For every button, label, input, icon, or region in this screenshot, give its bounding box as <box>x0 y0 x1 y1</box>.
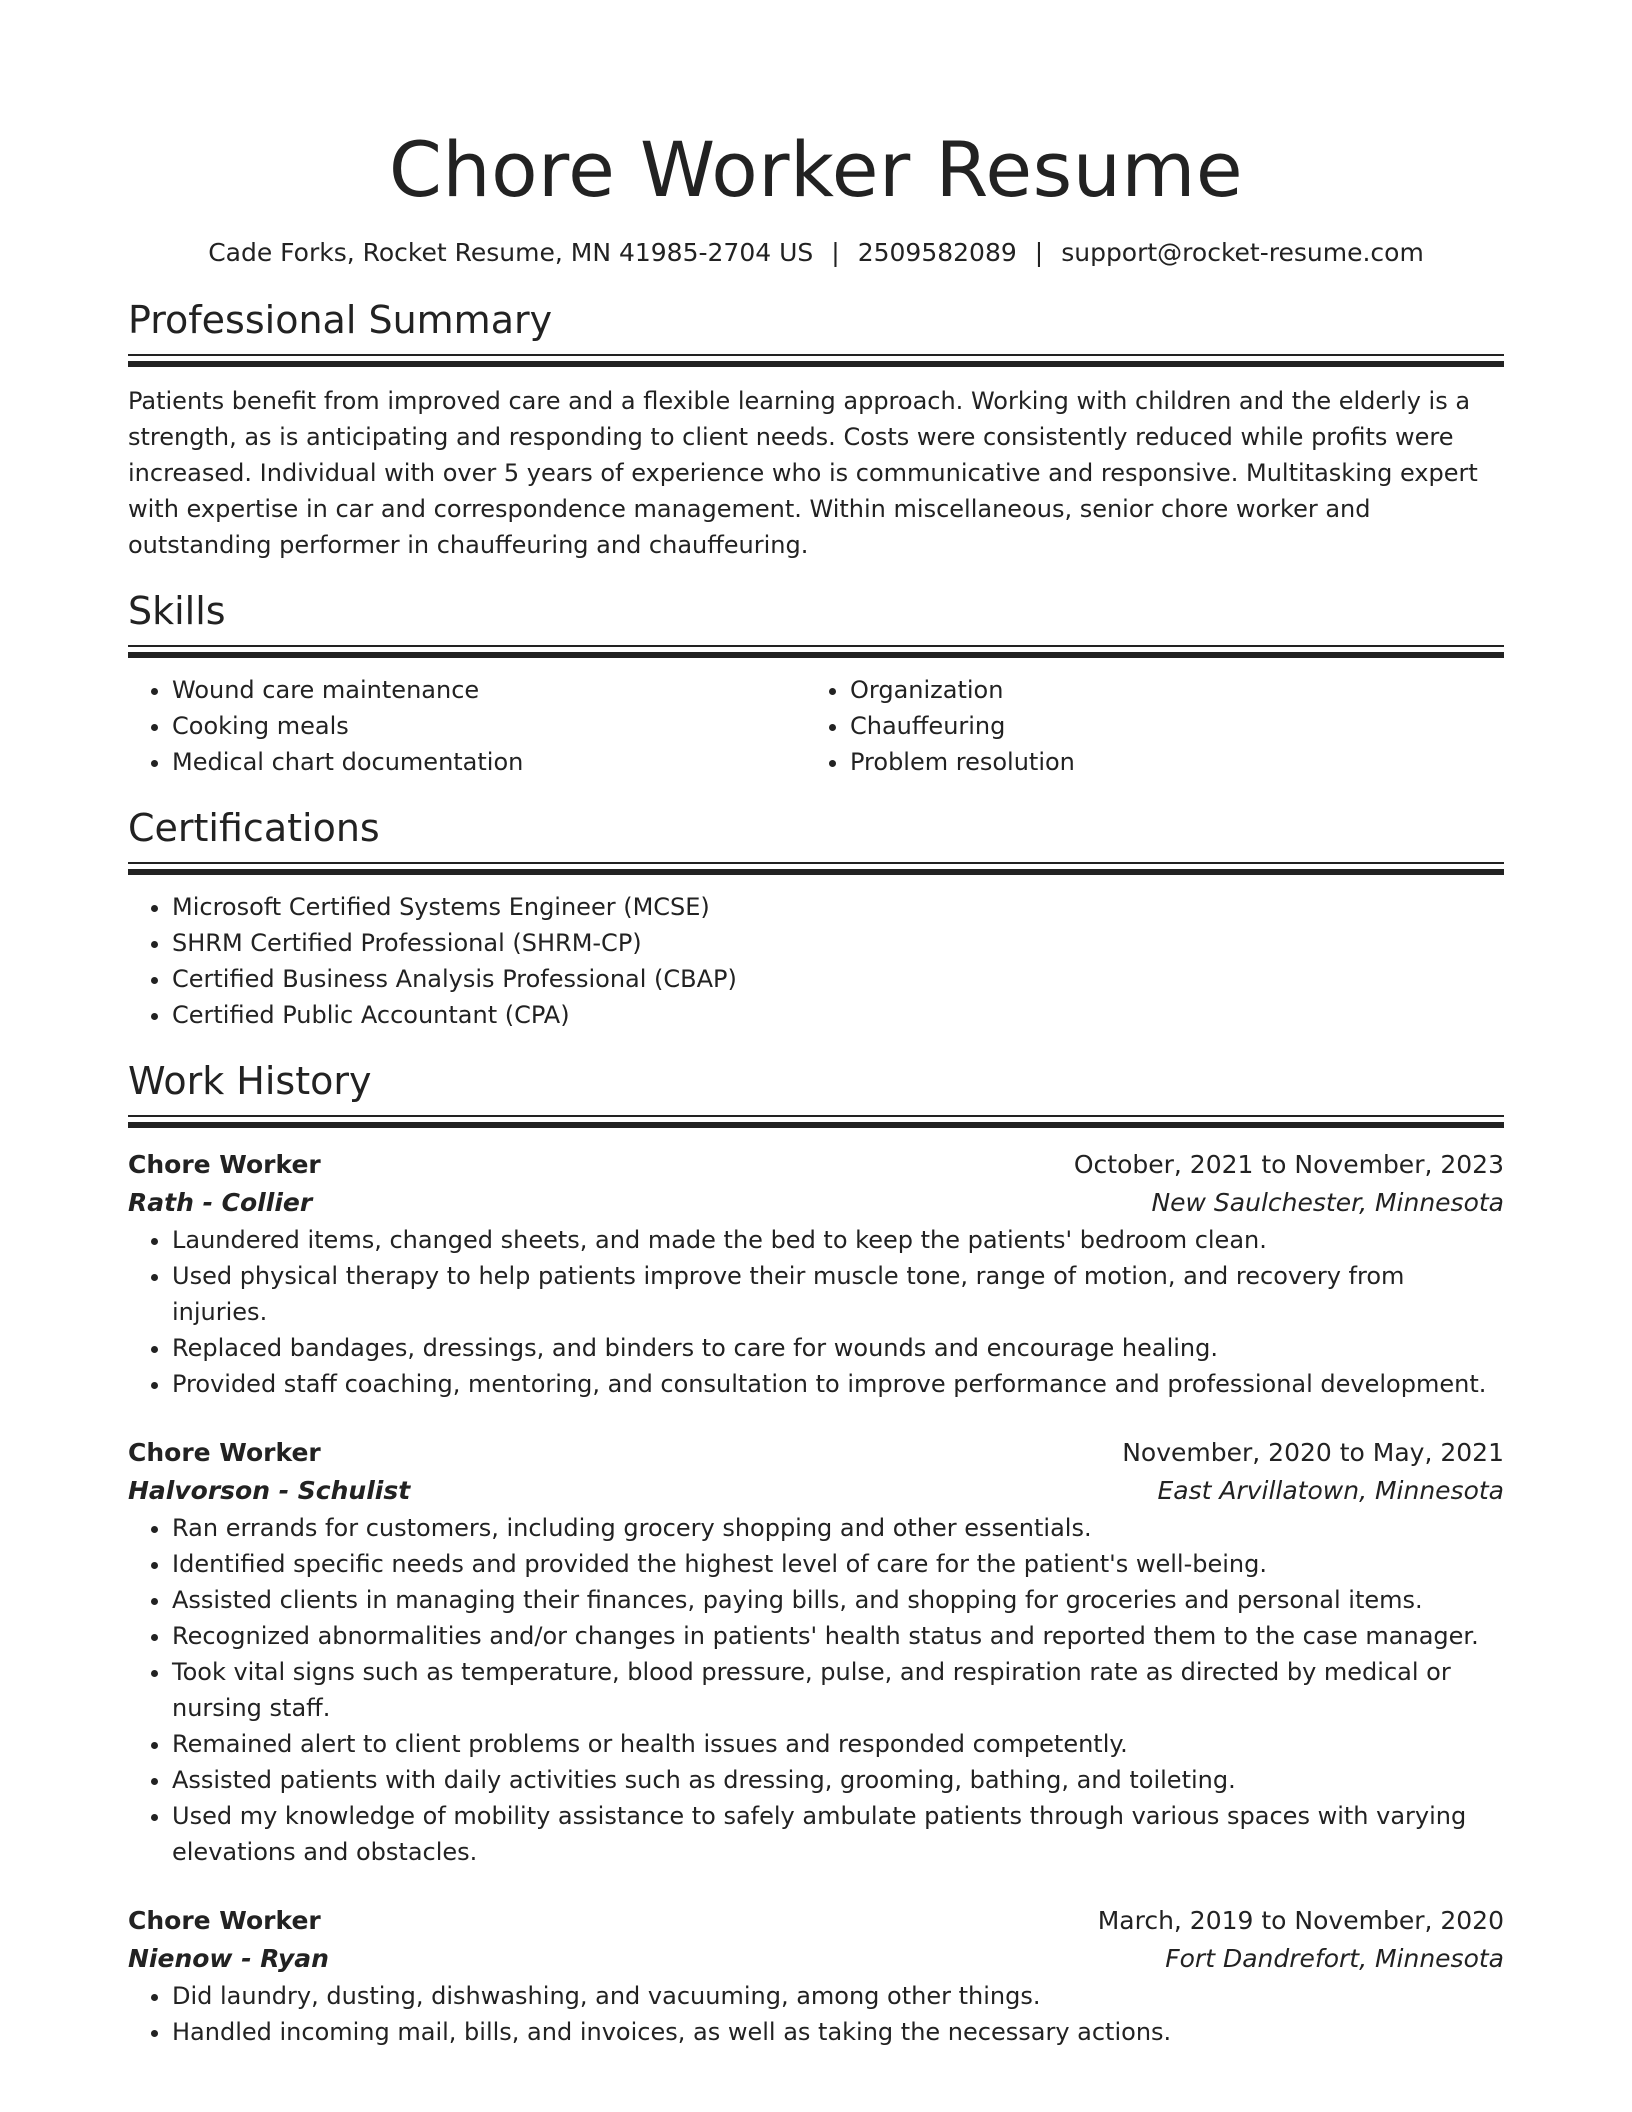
skills-section <box>128 587 1504 780</box>
section-divider <box>128 645 1504 658</box>
certification-item: • SHRM Certified Professional (SHRM-CP) <box>172 925 1504 961</box>
job-title: Chore Worker <box>128 1438 321 1467</box>
job-duty-item: • Recognized abnormalities and/or changes in patients' health status and reported them to the case manager. <box>172 1618 1504 1654</box>
job-duty-item: • Provided staff coaching, mentoring, and consultation to improve performance and professional development. <box>172 1366 1504 1402</box>
skill-item: • Medical chart documentation <box>172 744 806 780</box>
job-dates: November, 2020 to May, 2021 <box>1122 1438 1504 1467</box>
skills-column-left <box>128 672 806 780</box>
skills-column-right <box>806 672 1484 780</box>
contact-line <box>128 236 1504 270</box>
skill-item: • Wound care maintenance <box>172 672 806 708</box>
summary-text: Patients benefit from improved care and a flexible learning approach. Working with children and the elderly is a strength, as is anticipating and responding to client needs. Costs were consistently reduced while profits were increased. Individual with over 5 years of experience who is communicative and responsive. Multitasking expert with expertise in car and correspondence management. Within miscellaneous, senior chore worker and outstanding performer in chauffeuring and chauffeuring. <box>128 387 1478 559</box>
job-subheader-row <box>128 1472 1504 1510</box>
certification-item: • Certified Public Accountant (CPA) <box>172 997 1504 1033</box>
job-title: Chore Worker <box>128 1150 321 1179</box>
job-subheader-row <box>128 1940 1504 1978</box>
job-duties-list <box>128 1978 1504 2050</box>
section-divider <box>128 862 1504 875</box>
skills-grid <box>128 672 1504 780</box>
job-duties-list <box>128 1510 1504 1870</box>
job-entry <box>128 1434 1504 1870</box>
skills-list-right <box>806 672 1484 780</box>
job-company: Nienow - Ryan <box>128 1944 329 1973</box>
contact-separator: | <box>1034 238 1044 267</box>
job-entry <box>128 1146 1504 1402</box>
skills-list-left <box>128 672 806 780</box>
job-entry <box>128 1902 1504 2050</box>
certifications-section <box>128 804 1504 1033</box>
skill-item: • Chauffeuring <box>850 708 1484 744</box>
job-location: East Arvillatown, Minnesota <box>1157 1476 1504 1505</box>
skill-item: • Cooking meals <box>172 708 806 744</box>
job-dates: March, 2019 to November, 2020 <box>1097 1906 1504 1935</box>
job-header-row <box>128 1434 1504 1472</box>
job-duty-item: • Took vital signs such as temperature, blood pressure, pulse, and respiration rate as directed by medical or nursing staff. <box>172 1654 1504 1726</box>
job-duty-item: • Identified specific needs and provided the highest level of care for the patient's well-being. <box>172 1546 1504 1582</box>
job-location: Fort Dandrefort, Minnesota <box>1165 1944 1504 1973</box>
skill-item: • Organization <box>850 672 1484 708</box>
job-duty-item: • Used my knowledge of mobility assistance to safely ambulate patients through various spaces with varying elevations and obstacles. <box>172 1798 1504 1870</box>
contact-phone: 2509582089 <box>857 238 1017 267</box>
job-header-row <box>128 1146 1504 1184</box>
certifications-list <box>128 889 1504 1033</box>
certification-item: • Certified Business Analysis Professional (CBAP) <box>172 961 1504 997</box>
section-heading-work-history: Work History <box>128 1059 372 1103</box>
job-header-row <box>128 1902 1504 1940</box>
section-divider <box>128 1115 1504 1128</box>
job-company: Halvorson - Schulist <box>128 1476 411 1505</box>
job-duty-item: • Remained alert to client problems or health issues and responded competently. <box>172 1726 1504 1762</box>
contact-separator: | <box>831 238 840 267</box>
job-duty-item: • Assisted patients with daily activities such as dressing, grooming, bathing, and toileting. <box>172 1762 1504 1798</box>
contact-email: support@rocket-resume.com <box>1061 238 1424 267</box>
skill-item: • Problem resolution <box>850 744 1484 780</box>
job-duty-item: • Assisted clients in managing their finances, paying bills, and shopping for groceries and personal items. <box>172 1582 1504 1618</box>
job-dates: October, 2021 to November, 2023 <box>1073 1150 1504 1179</box>
section-divider <box>128 354 1504 367</box>
job-location: New Saulchester, Minnesota <box>1151 1188 1504 1217</box>
section-heading-skills: Skills <box>128 589 226 633</box>
section-heading-certifications: Certifications <box>128 806 380 850</box>
summary-section <box>128 296 1504 563</box>
work-history-section <box>128 1057 1504 2050</box>
job-subheader-row <box>128 1184 1504 1222</box>
job-duty-item: • Used physical therapy to help patients improve their muscle tone, range of motion, and recovery from injuries. <box>172 1258 1504 1330</box>
job-duties-list <box>128 1222 1504 1402</box>
job-title: Chore Worker <box>128 1906 321 1935</box>
certification-item: • Microsoft Certified Systems Engineer (MCSE) <box>172 889 1504 925</box>
resume-page <box>128 0 1504 2050</box>
job-company: Rath - Collier <box>128 1188 313 1217</box>
contact-address: Cade Forks, Rocket Resume, MN 41985-2704 US <box>208 238 814 267</box>
job-duty-item: • Laundered items, changed sheets, and made the bed to keep the patients' bedroom clean. <box>172 1222 1504 1258</box>
job-duty-item: • Ran errands for customers, including grocery shopping and other essentials. <box>172 1510 1504 1546</box>
job-duty-item: • Replaced bandages, dressings, and binders to care for wounds and encourage healing. <box>172 1330 1504 1366</box>
job-duty-item: • Did laundry, dusting, dishwashing, and vacuuming, among other things. <box>172 1978 1504 2014</box>
section-heading-summary: Professional Summary <box>128 298 553 342</box>
job-duty-item: • Handled incoming mail, bills, and invoices, as well as taking the necessary actions. <box>172 2014 1504 2050</box>
resume-title: Chore Worker Resume <box>388 125 1244 214</box>
